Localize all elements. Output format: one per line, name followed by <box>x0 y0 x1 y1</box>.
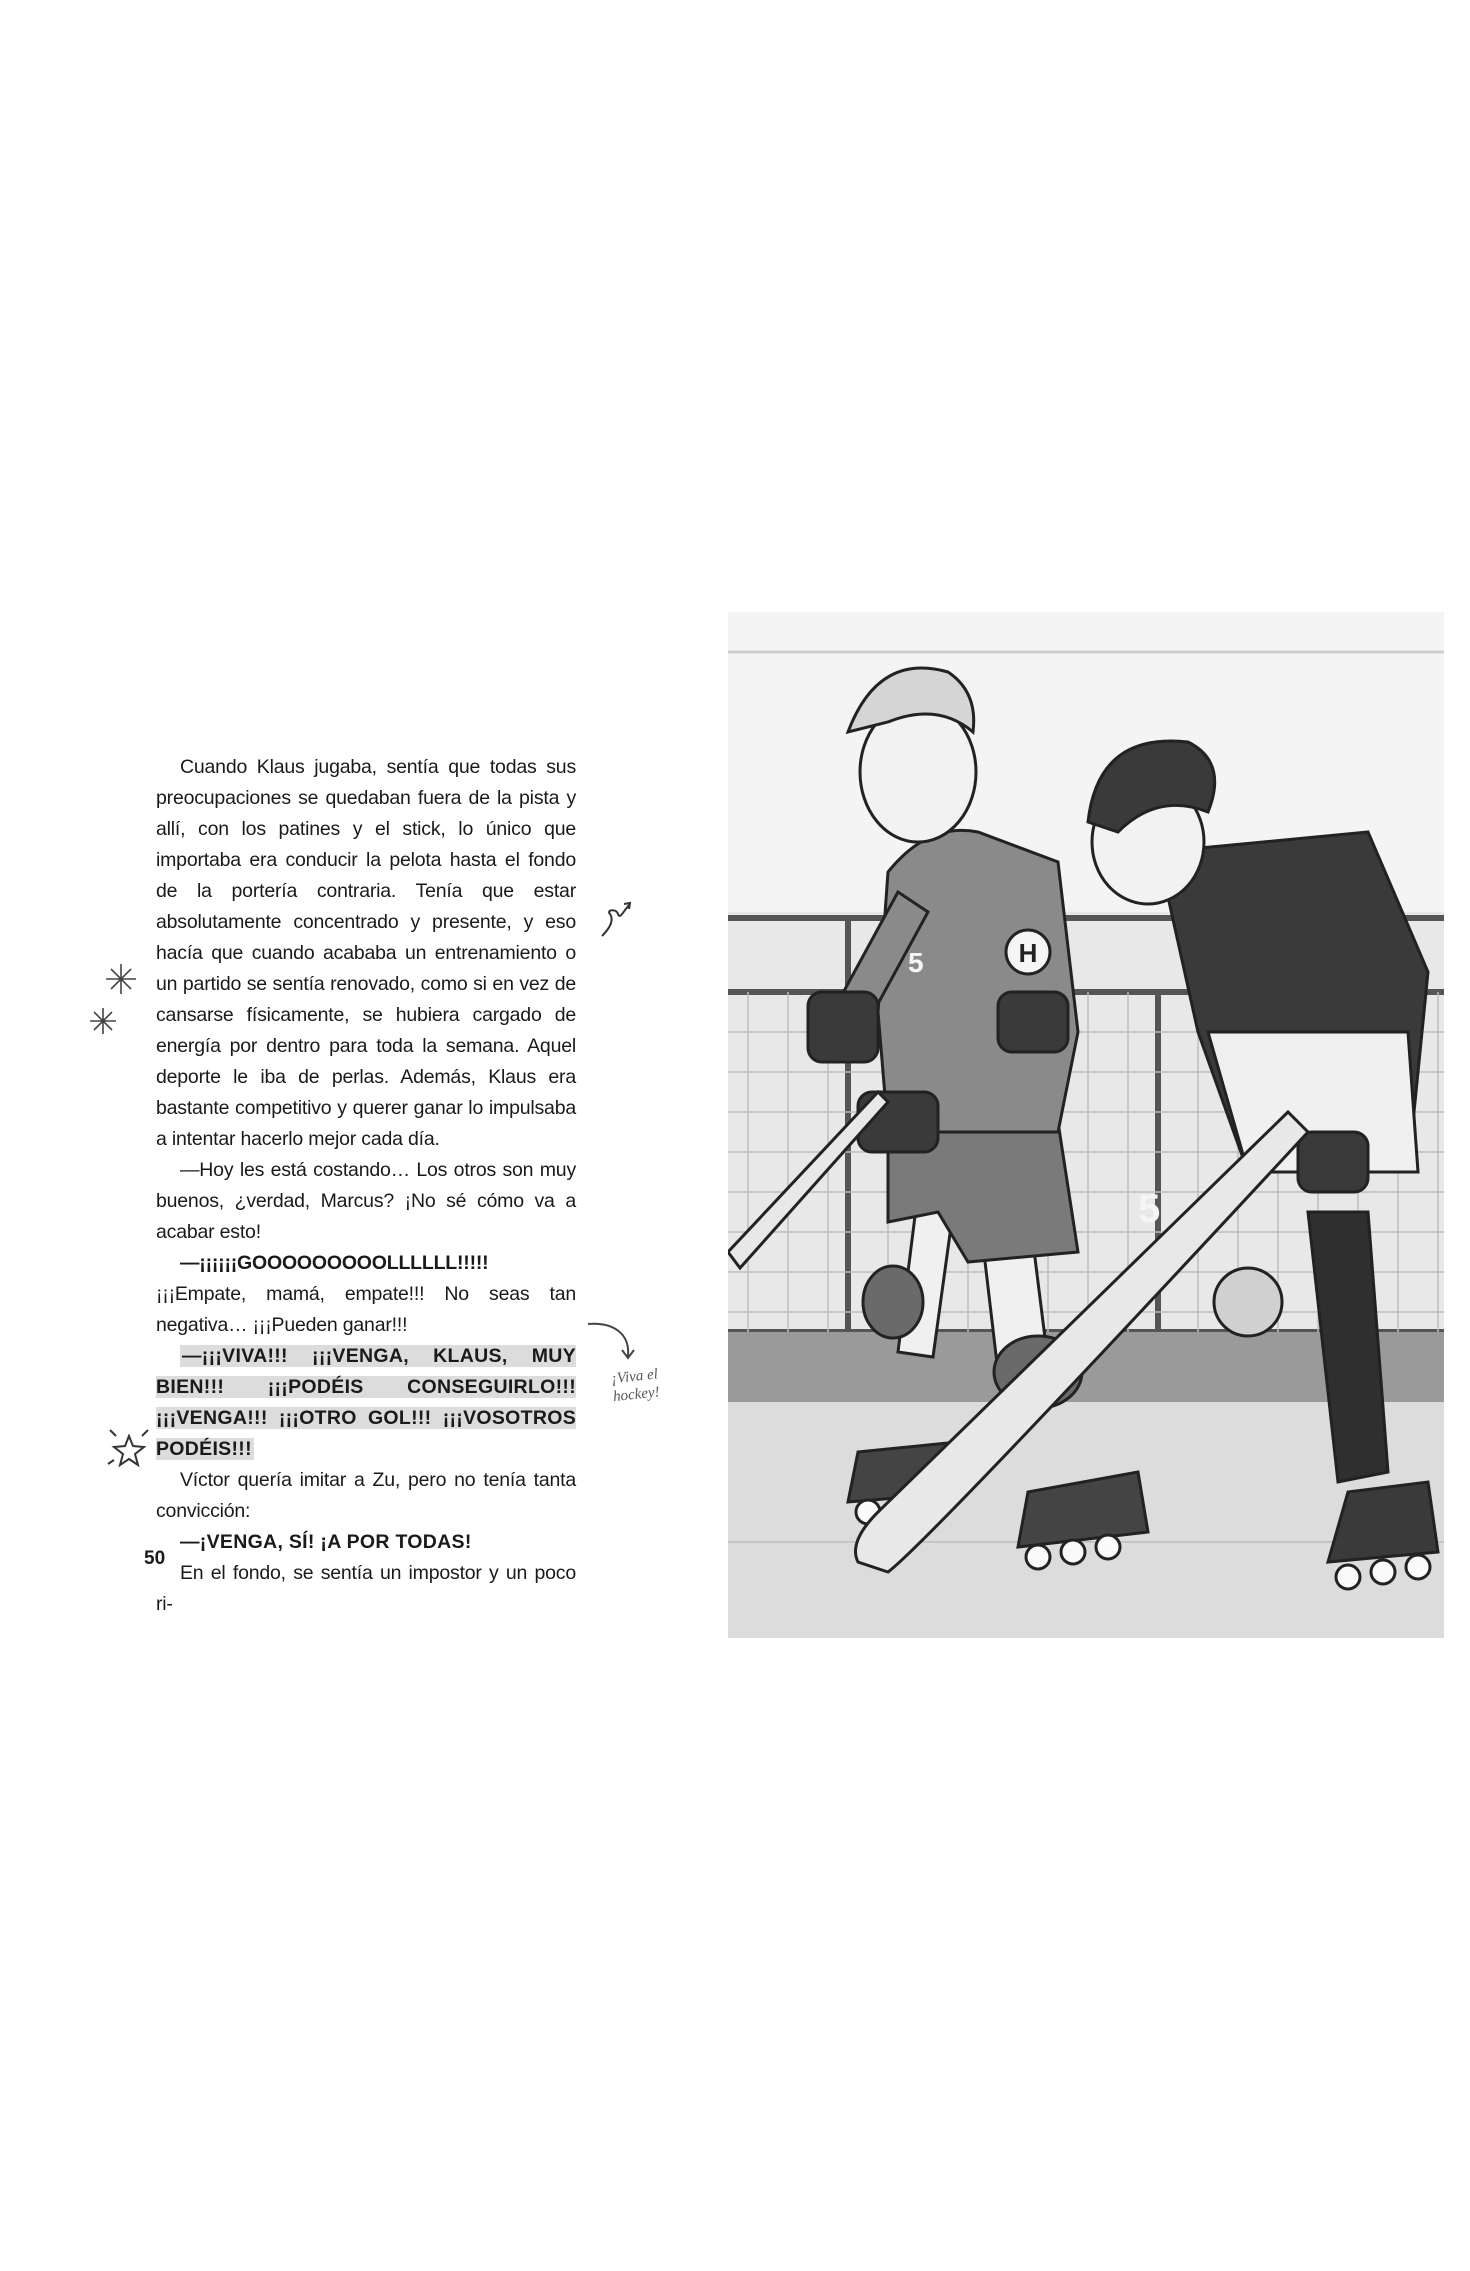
curved-arrow-icon <box>584 1318 644 1366</box>
hockey-players-illustration <box>728 612 1444 1638</box>
paragraph: Víctor quería imitar a Zu, pero no tenía tanta convicción: <box>156 1469 576 1522</box>
paragraph: —Hoy les está costando… Los otros son muy buenos, ¿verdad, Marcus? ¡No sé cómo va a acabar esto! <box>156 1159 576 1243</box>
margin-note: ¡Viva el hockey! <box>610 1366 661 1406</box>
jersey-number: 5 <box>908 947 924 978</box>
swirl-arrow-icon <box>596 898 636 942</box>
paragraph: —¡VENGA, SÍ! ¡A POR TODAS! <box>180 1531 472 1553</box>
sparkle-icon <box>104 962 138 996</box>
paragraph: En el fondo, se sentía un impostor y un poco ri- <box>156 1562 576 1615</box>
body-text <box>156 752 576 1620</box>
star-icon <box>104 1424 154 1474</box>
shorts-number: 5 <box>1138 1187 1161 1231</box>
paragraph: Cuando Klaus jugaba, sentía que todas sus preocupaciones se quedaban fuera de la pista y allí, con los patines y el stick, lo único que importaba era conducir la pelota hasta el fondo de la portería contraria. Tenía que estar absolutamente concentrado y presente, y eso hacía que cuando acababa un entrenamiento o un partido se sentía renovado, como si en vez de cansarse físicamente, se hubiera cargado de energía por dentro para toda la semana. Aquel deporte le iba de perlas. Además, Klaus era bastante competitivo y querer ganar lo impulsaba a intentar hacerlo mejor cada día. <box>156 756 576 1150</box>
jersey-letter: H <box>1018 938 1038 968</box>
paragraph <box>156 1341 576 1465</box>
illustration <box>728 612 1444 1638</box>
shout-text: —¡¡¡¡¡¡GOOOOOOOOOLLLLLL!!!!! <box>180 1252 489 1274</box>
page-number: 50 <box>144 1548 166 1569</box>
dialogue-text: ¡¡¡Empate, mamá, empate!!! No seas tan negativa… ¡¡¡Pueden ganar!!! <box>156 1283 576 1336</box>
sparkle-icon <box>88 1006 118 1036</box>
shout-text: —¡¡¡VIVA!!! ¡¡¡VENGA, KLAUS, MUY BIEN!!! ¡¡¡PODÉIS CONSEGUIRLO!!! ¡¡¡VENGA!!! ¡¡¡OTRO GOL!!! ¡¡¡VOSOTROS PODÉIS!!! <box>156 1345 576 1460</box>
paragraph <box>156 1248 576 1341</box>
